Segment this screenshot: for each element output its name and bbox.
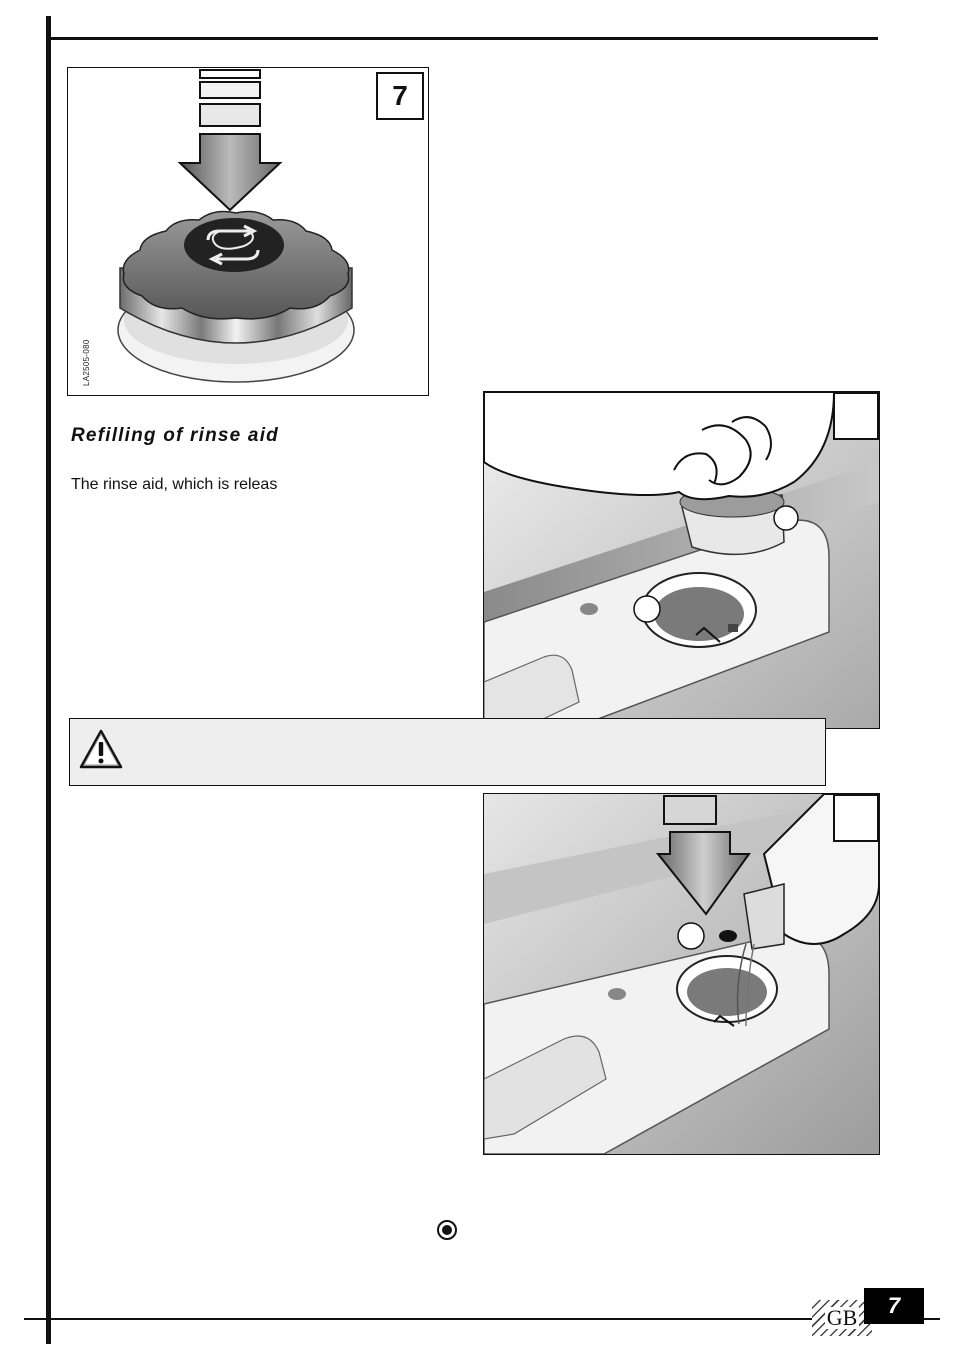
warning-box	[69, 718, 826, 786]
header-rule	[50, 37, 878, 40]
warning-triangle-icon	[78, 728, 124, 770]
language-code-badge	[812, 1300, 872, 1336]
page-number: 7	[864, 1288, 924, 1324]
footer-rule	[24, 1318, 940, 1320]
open-dispenser-illustration	[484, 392, 879, 728]
figure-number-badge: 7	[376, 72, 424, 120]
figure-open-dispenser	[483, 391, 880, 729]
section-body-text: The rinse aid, which is releas	[71, 476, 278, 493]
fill-rinse-aid-illustration	[484, 794, 879, 1154]
margin-rule-vertical	[46, 16, 51, 1344]
rinse-aid-cap-illustration	[68, 68, 428, 395]
section-heading: Refilling of rinse aid	[71, 425, 279, 446]
language-code: GB	[826, 1305, 858, 1330]
bullet-circle-icon	[436, 1219, 458, 1241]
figure-rinse-aid-cap	[67, 67, 429, 396]
figure-number-badge	[833, 392, 879, 440]
figure-number-badge	[833, 794, 879, 842]
illustration-code: LA2505-080	[82, 339, 91, 386]
figure-fill-rinse-aid	[483, 793, 880, 1155]
